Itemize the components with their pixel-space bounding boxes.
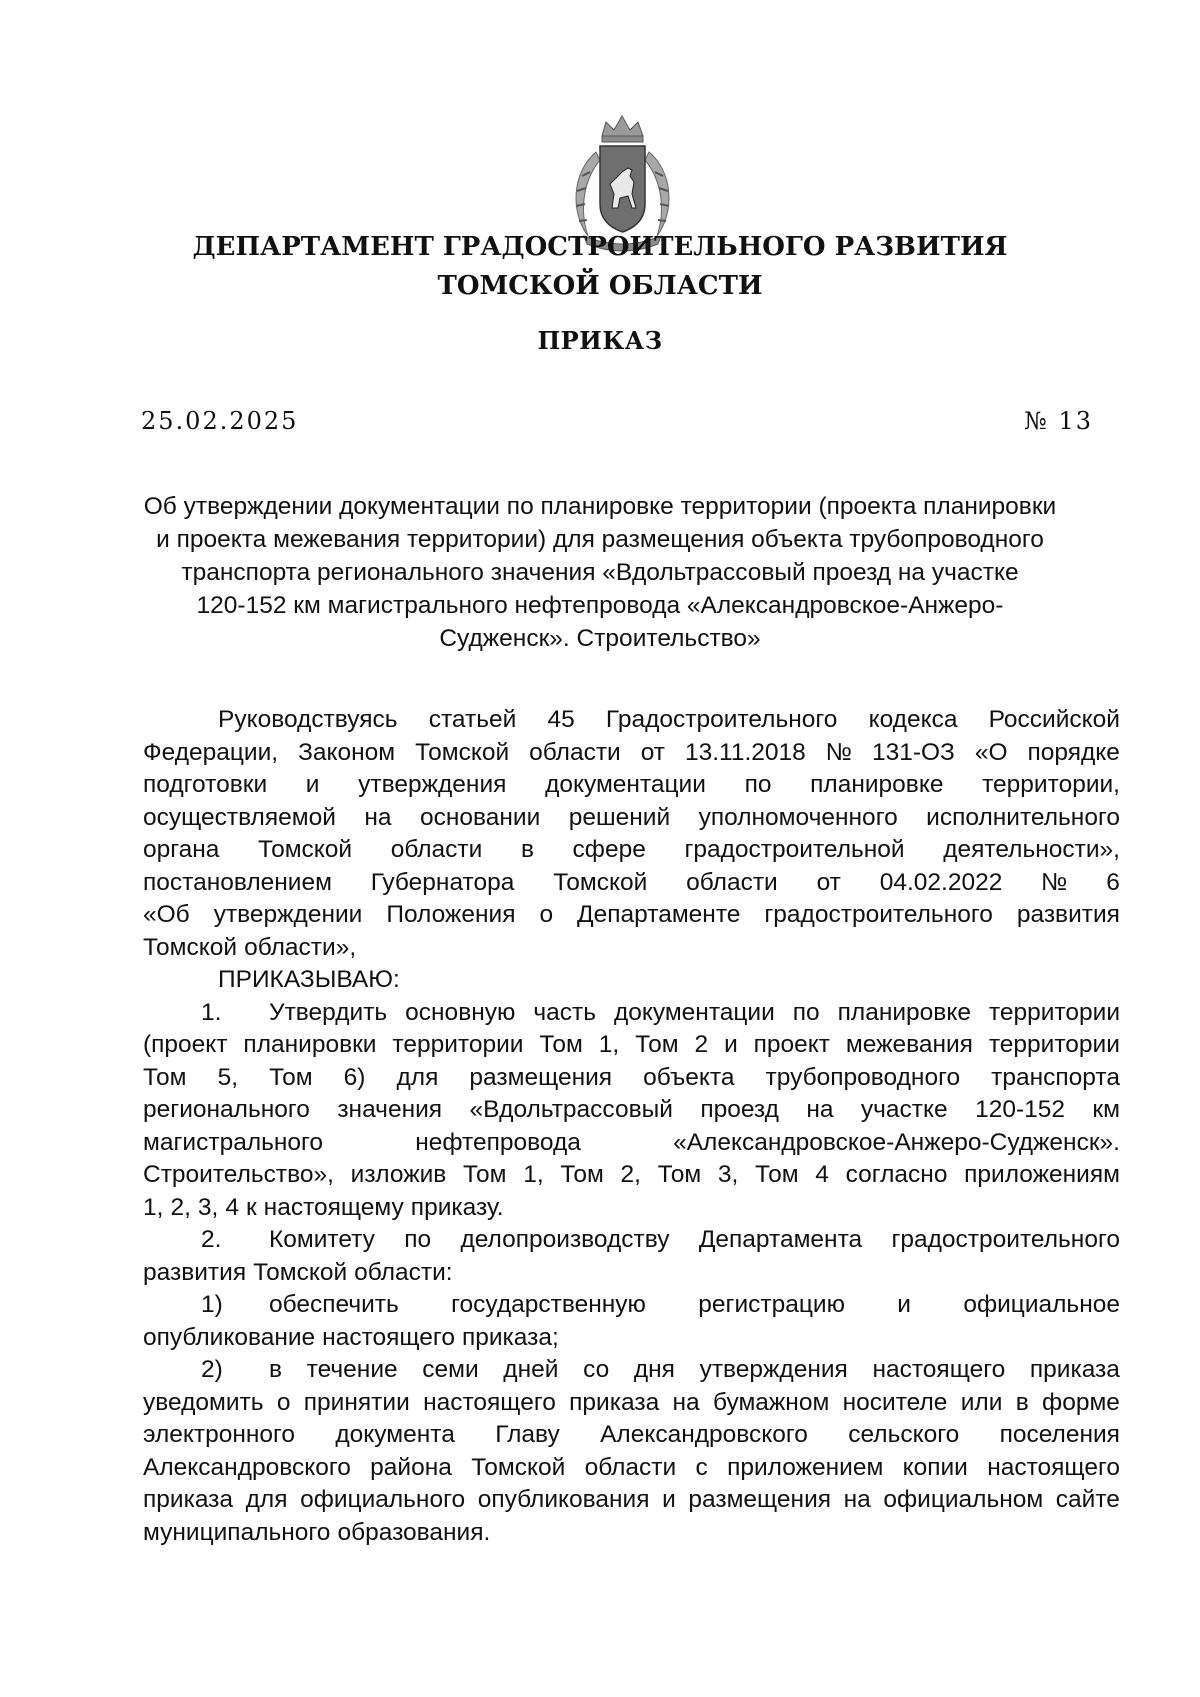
preamble-line: Федерации, Законом Томской области от 13.11.2018 № 131-ОЗ «О порядке xyxy=(143,738,1120,766)
document-date: 25.02.2025 xyxy=(141,407,299,435)
item-marker: 2. xyxy=(201,1226,222,1253)
item-2 xyxy=(143,1224,1120,1257)
preamble-line: постановлением Губернатора Томской области от 04.02.2022 № 6 xyxy=(143,868,1120,896)
item-1-line: 1, 2, 3, 4 к настоящему приказу. xyxy=(143,1193,504,1221)
subitem-2-line: электронного документа Главу Александровского сельского поселения xyxy=(143,1421,1120,1448)
subject-line: Судженск». Строительство» xyxy=(439,625,761,652)
subitem-text: обеспечить государственную регистрацию и официальное xyxy=(269,1291,1120,1318)
item-text: Комитету по делопроизводству Департамента градостроительного xyxy=(269,1226,1120,1253)
subitem-marker: 2) xyxy=(201,1356,223,1383)
item-1-line: Том 5, Том 6) для размещения объекта трубопроводного транспорта xyxy=(143,1063,1120,1091)
subitem-2-line: Александровского района Томской области с приложением копии настоящего xyxy=(143,1453,1120,1481)
document-body xyxy=(143,704,1120,1549)
subitem-1-line: опубликование настоящего приказа; xyxy=(143,1323,559,1351)
item-1-line: (проект планировки территории Том 1, Том 2 и проект межевания территории xyxy=(143,1031,1120,1058)
subitem-2 xyxy=(143,1354,1120,1387)
subject-line: Об утверждении документации по планировке территории (проекта планировки xyxy=(143,493,1057,520)
item-2-line: развития Томской области: xyxy=(143,1258,453,1286)
order-word: ПРИКАЗЫВАЮ: xyxy=(218,966,400,993)
preamble-line: подготовки и утверждения документации по планировке территории, xyxy=(143,771,1120,798)
subitem-marker: 1) xyxy=(201,1291,223,1318)
subitem-1 xyxy=(143,1289,1120,1322)
subject-line: 120-152 км магистрального нефтепровода «Александровское-Анжеро- xyxy=(196,592,1004,619)
preamble-line: осуществляемой на основании решений уполномоченного исполнительного xyxy=(143,803,1120,831)
preamble-line: Томской области», xyxy=(143,933,357,961)
subject-line: транспорта регионального значения «Вдольтрассовый проезд на участке xyxy=(181,559,1019,586)
department-title xyxy=(100,228,1100,306)
item-1-line: магистрального нефтепровода «Александровское-Анжеро-Судженск». xyxy=(143,1128,1120,1156)
subitem-2-line: муниципального образования. xyxy=(143,1518,491,1546)
preamble-line: органа Томской области в сфере градостроительной деятельности», xyxy=(143,836,1120,863)
subitem-text: в течение семи дней со дня утверждения настоящего приказа xyxy=(269,1356,1120,1383)
department-title-line-1: ДЕПАРТАМЕНТ ГРАДОСТРОИТЕЛЬНОГО РАЗВИТИЯ xyxy=(192,232,1008,262)
item-text: Утвердить основную часть документации по планировке территории xyxy=(269,998,1120,1026)
document-type: ПРИКАЗ xyxy=(537,326,663,355)
item-1 xyxy=(143,997,1120,1030)
subject-line: и проекта межевания территории) для размещения объекта трубопроводного xyxy=(156,526,1044,553)
document-subject xyxy=(130,490,1070,655)
department-title-line-2: ТОМСКОЙ ОБЛАСТИ xyxy=(437,271,763,301)
subitem-2-line: приказа для официального опубликования и размещения на официальном сайте xyxy=(143,1486,1120,1513)
item-1-line: Строительство», изложив Том 1, Том 2, Том 3, Том 4 согласно приложениям xyxy=(143,1161,1120,1188)
document-number: № 13 xyxy=(1024,407,1093,435)
preamble-line: Руководствуясь статьей 45 Градостроительного кодекса Российской xyxy=(218,706,1120,733)
preamble-line: «Об утверждении Положения о Департаменте градостроительного развития xyxy=(143,901,1120,928)
item-marker: 1. xyxy=(201,998,222,1026)
item-1-line: регионального значения «Вдольтрассовый проезд на участке 120-152 км xyxy=(143,1096,1120,1123)
subitem-2-line: уведомить о принятии настоящего приказа на бумажном носителе или в форме xyxy=(143,1388,1120,1416)
